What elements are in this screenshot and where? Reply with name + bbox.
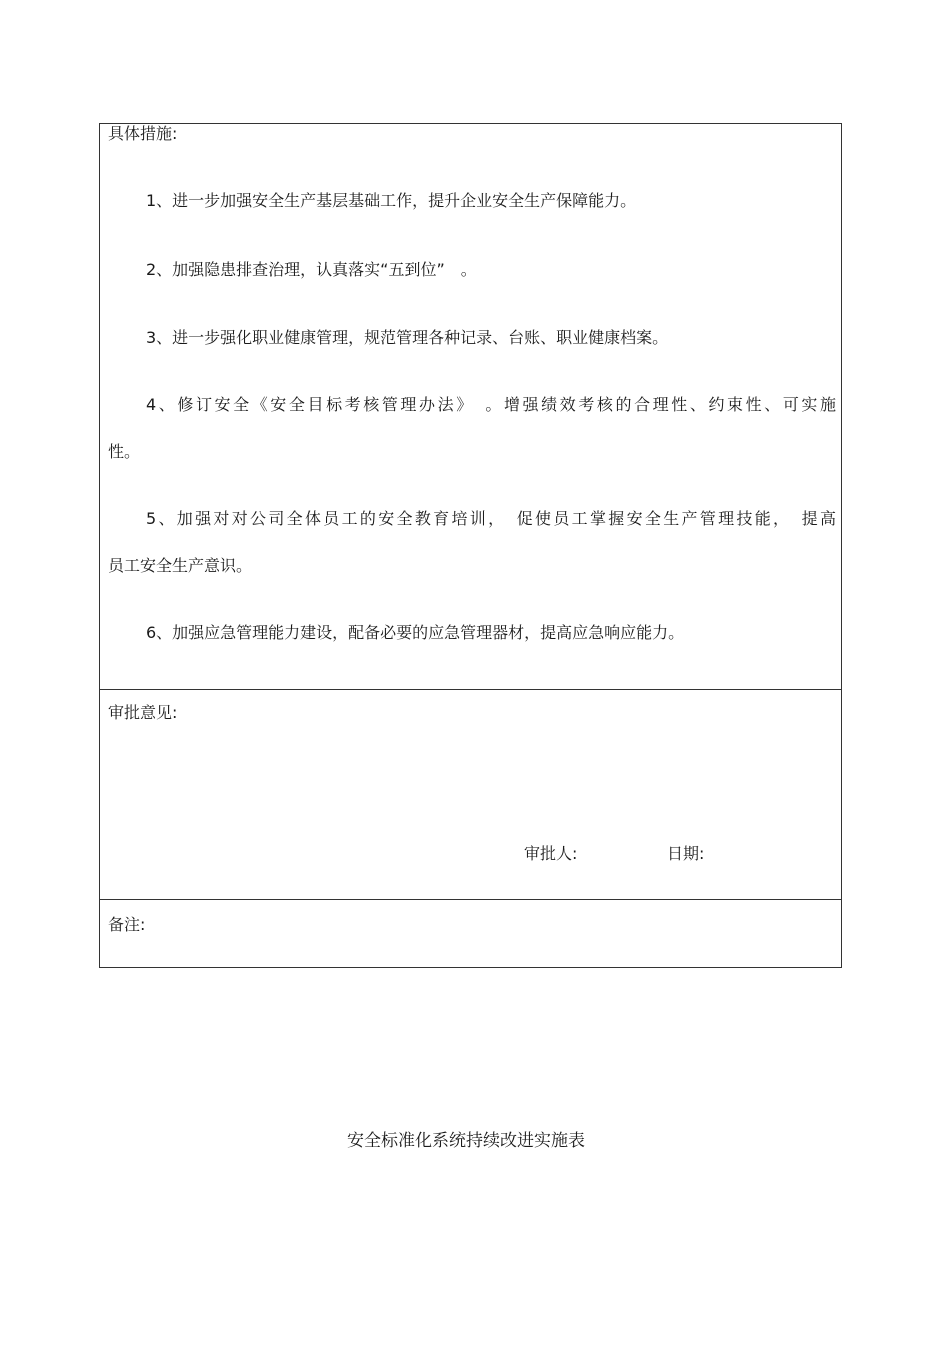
- measure-item-4: [108, 381, 836, 475]
- remarks-label: 备注:: [108, 915, 146, 934]
- form-table: [99, 123, 842, 968]
- approver-label: 审批人:: [524, 844, 578, 863]
- measures-label: 具体措施:: [108, 124, 178, 143]
- measure-item-5-line: 5、加强对对公司全体员工的安全教育培训， 促使员工掌握安全生产管理技能， 提高: [146, 509, 836, 528]
- date-label: 日期:: [667, 844, 705, 863]
- measure-item-4-line: 4、修订安全《安全目标考核管理办法》 。增强绩效考核的合理性、约束性、可实施: [146, 395, 836, 414]
- approval-section: [100, 690, 841, 900]
- measure-item-3: 3、进一步强化职业健康管理，规范管理各种记录、台账、职业健康档案。: [146, 328, 669, 347]
- measures-section: [100, 124, 841, 690]
- measure-item-1: 1、进一步加强安全生产基层基础工作，提升企业安全生产保障能力。: [146, 191, 637, 210]
- measure-item-4-tail: 性。: [108, 442, 141, 461]
- measure-item-5-tail: 员工安全生产意识。: [108, 556, 253, 575]
- remarks-section: [100, 900, 841, 967]
- measure-item-6: 6、加强应急管理能力建设，配备必要的应急管理器材，提高应急响应能力。: [146, 623, 685, 642]
- approval-label: 审批意见:: [108, 703, 178, 722]
- measure-item-5: [108, 495, 836, 589]
- page-title: 安全标准化系统持续改进实施表: [347, 1131, 585, 1151]
- measure-item-2: 2、加强隐患排查治理，认真落实“五到位” 。: [146, 260, 477, 279]
